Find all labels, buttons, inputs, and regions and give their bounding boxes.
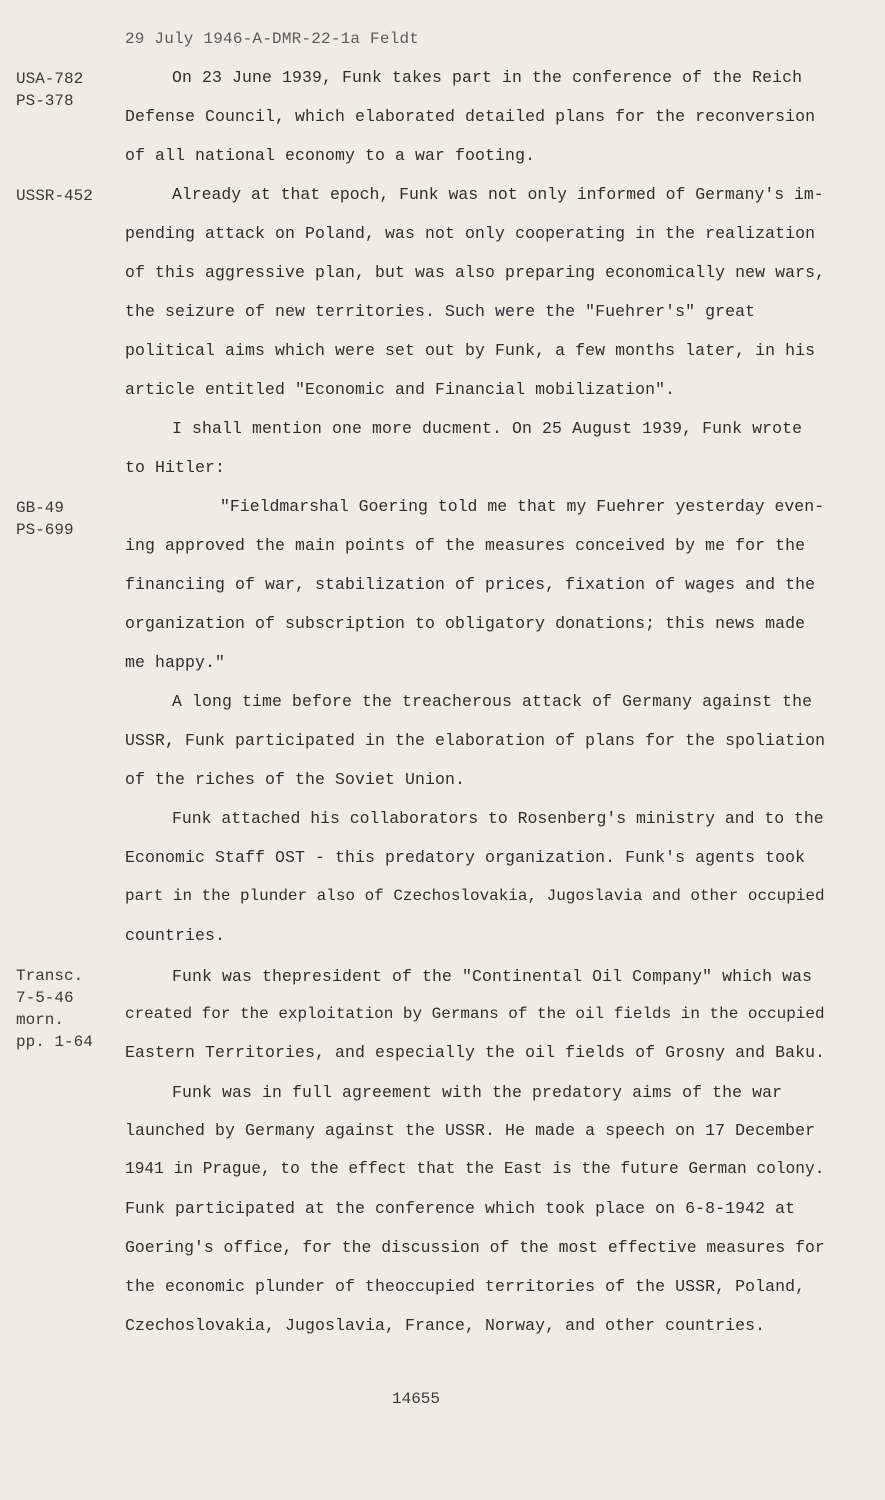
text-line: of the riches of the Soviet Union. (125, 770, 466, 789)
text-line: I shall mention one more ducment. On 25 August 1939, Funk wrote (172, 419, 803, 438)
text-line: 1941 in Prague, to the effect that the East is the future German colony. (125, 1160, 825, 1178)
text-line: Funk participated at the conference which took place on 6-8-1942 at (125, 1199, 796, 1218)
text-line: of this aggressive plan, but was also preparing economically new wars, (125, 263, 826, 282)
text-line: created for the exploitation by Germans of the oil fields in the occupied (125, 1005, 825, 1023)
text-line: Defense Council, which elaborated detailed plans for the reconversion (125, 107, 816, 126)
margin-note (16, 68, 83, 112)
text-line: Funk was in full agreement with the predatory aims of the war (172, 1083, 783, 1102)
text-line: political aims which were set out by Funk, a few months later, in his (125, 341, 816, 360)
text-line: countries. (125, 926, 226, 945)
text-line: financiing of war, stabilization of prices, fixation of wages and the (125, 575, 816, 594)
text-line: article entitled "Economic and Financial mobilization". (125, 380, 676, 399)
text-line: to Hitler: (125, 458, 226, 477)
document-header: 29 July 1946-A-DMR-22-1a Feldt (125, 30, 420, 48)
text-line: Economic Staff OST - this predatory organization. Funk's agents took (125, 848, 806, 867)
margin-note-line: PS-378 (16, 92, 74, 110)
text-line: of all national economy to a war footing. (125, 146, 536, 165)
margin-note-line: Transc. (16, 967, 84, 985)
margin-note (16, 965, 93, 1053)
text-line: "Fieldmarshal Goering told me that my Fuehrer yesterday even- (220, 497, 824, 516)
text-line: organization of subscription to obligatory donations; this news made (125, 614, 806, 633)
text-line: the seizure of new territories. Such were the "Fuehrer's" great (125, 302, 756, 321)
text-line: Already at that epoch, Funk was not only informed of Germany's im- (172, 185, 824, 204)
page-number: 14655 (392, 1390, 441, 1408)
margin-note-line: morn. (16, 1011, 65, 1029)
margin-note (16, 185, 93, 207)
margin-note-line: USA-782 (16, 70, 84, 88)
margin-note-line: USSR-452 (16, 187, 93, 205)
text-line: Czechoslovakia, Jugoslavia, France, Norway, and other countries. (125, 1316, 766, 1335)
text-line: Eastern Territories, and especially the oil fields of Grosny and Baku. (125, 1043, 826, 1062)
text-line: ing approved the main points of the measures conceived by me for the (125, 536, 806, 555)
text-line: Goering's office, for the discussion of the most effective measures for (125, 1238, 825, 1257)
text-line: me happy." (125, 653, 226, 672)
text-line: A long time before the treacherous attack of Germany against the (172, 692, 813, 711)
text-line: USSR, Funk participated in the elaboration of plans for the spoliation (125, 731, 826, 750)
margin-note-line: PS-699 (16, 521, 74, 539)
margin-note-line: GB-49 (16, 499, 65, 517)
text-line: part in the plunder also of Czechoslovakia, Jugoslavia and other occupied (125, 887, 825, 905)
text-line: pending attack on Poland, was not only cooperating in the realization (125, 224, 816, 243)
text-line: Funk was thepresident of the "Continental Oil Company" which was (172, 967, 813, 986)
text-line: On 23 June 1939, Funk takes part in the conference of the Reich (172, 68, 803, 87)
text-line: the economic plunder of theoccupied territories of the USSR, Poland, (125, 1277, 806, 1296)
text-line: Funk attached his collaborators to Rosenberg's ministry and to the (172, 809, 824, 828)
margin-note-line: 7-5-46 (16, 989, 74, 1007)
margin-note-line: pp. 1-64 (16, 1033, 93, 1051)
margin-note (16, 497, 74, 541)
text-line: launched by Germany against the USSR. He made a speech on 17 December (125, 1121, 816, 1140)
